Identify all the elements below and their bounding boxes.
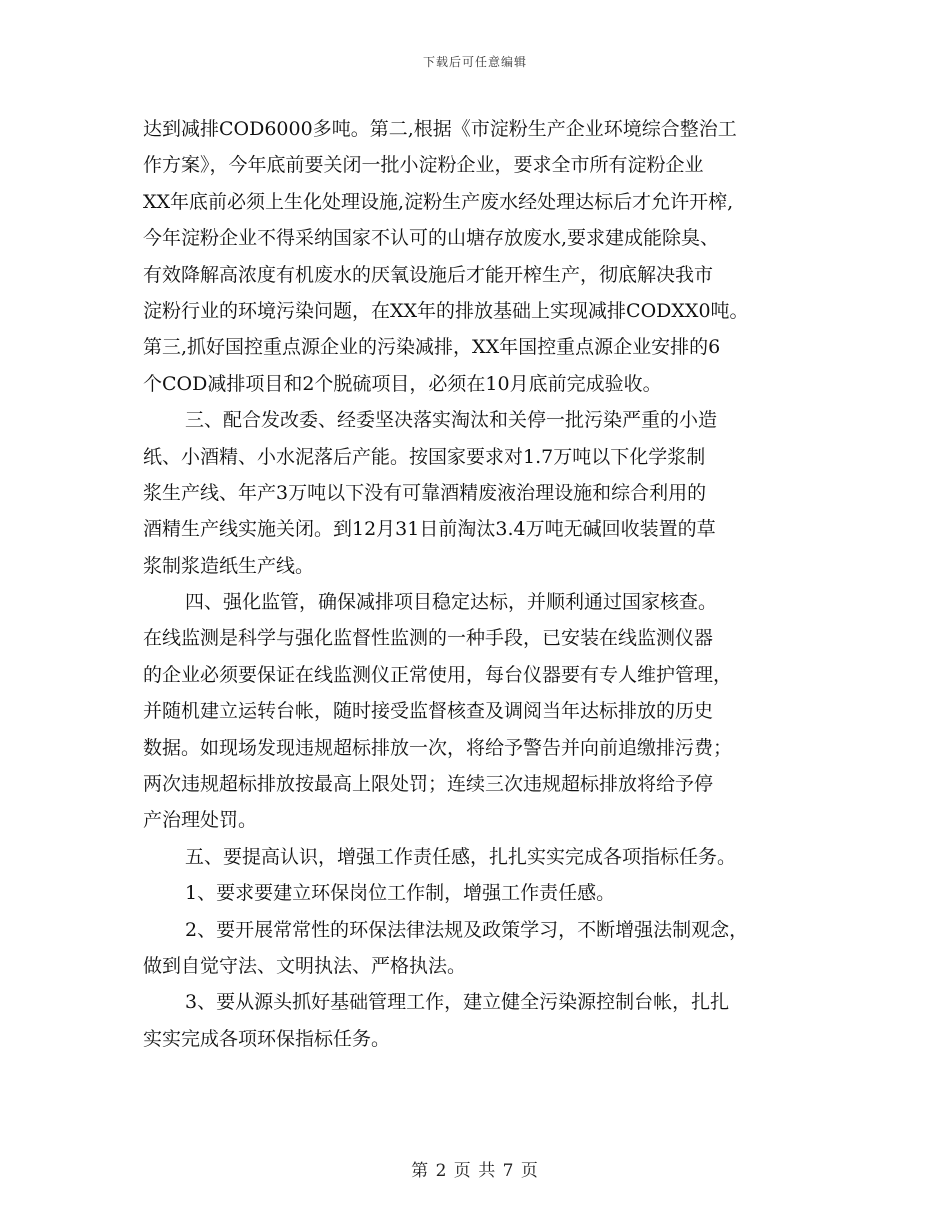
body-line: 并随机建立运转台帐，随时接受监督核查及调阅当年达标排放的历史 (143, 700, 714, 723)
body-line: 实实完成各项环保指标任务。 (143, 1027, 391, 1050)
document-body (143, 111, 818, 1057)
section-heading-4: 四、强化监管，确保减排项目稳定达标，并顺利通过国家核查。 (185, 591, 718, 614)
list-item-2: 2、要开展常常性的环保法律法规及政策学习，不断增强法制观念， (185, 918, 749, 941)
body-line: 作方案》，今年底前要关闭一批小淀粉企业，要求全市所有淀粉企业 (143, 154, 704, 177)
list-item-1: 1、要求要建立环保岗位工作制，增强工作责任感。 (185, 882, 616, 905)
body-line: 产治理处罚。 (143, 809, 258, 832)
body-line: 浆制浆造纸生产线。 (143, 554, 315, 577)
body-line: 的企业必须要保证在线监测仪正常使用，每台仪器要有专人维护管理， (143, 663, 733, 686)
body-line: 有效降解高浓度有机废水的厌氧设施后才能开榨生产，彻底解决我市 (143, 263, 714, 286)
section-heading-3: 三、配合发改委、经委坚决落实淘汰和关停一批污染严重的小造 (185, 409, 718, 432)
body-line: 纸、小酒精、小水泥落后产能。按国家要求对1.7万吨以下化学浆制 (143, 445, 706, 468)
body-line: XX年底前必须上生化处理设施,淀粉生产废水经处理达标后才允许开榨, (143, 190, 734, 213)
body-line: 今年淀粉企业不得采纳国家不认可的山塘存放废水,要求建成能除臭、 (143, 227, 720, 250)
body-line: 淀粉行业的环境污染问题，在XX年的排放基础上实现减排CODXX0吨。 (143, 299, 749, 322)
section-heading-5: 五、要提高认识，增强工作责任感，扎扎实实完成各项指标任务。 (185, 845, 737, 868)
body-line: 数据。如现场发现违规超标排放一次，将给予警告并向前追缴排污费； (143, 736, 733, 759)
body-line: 第三,抓好国控重点源企业的污染减排，XX年国控重点源企业安排的6 (143, 336, 721, 359)
body-line: 在线监测是科学与强化监督性监测的一种手段，已安装在线监测仪器 (143, 627, 714, 650)
body-line: 做到自觉守法、文明执法、严格执法。 (143, 954, 467, 977)
body-line: 酒精生产线实施关闭。到12月31日前淘汰3.4万吨无碱回收装置的草 (143, 518, 716, 541)
body-line: 达到减排COD6000多吨。第二,根据《市淀粉生产企业环境综合整治工 (143, 118, 737, 140)
body-line: 浆生产线、年产3万吨以下没有可靠酒精废液治理设施和综合利用的 (143, 481, 707, 504)
list-item-3: 3、要从源头抓好基础管理工作，建立健全污染源控制台帐，扎扎 (185, 991, 730, 1014)
page-number: 第 2 页 共 7 页 (411, 1161, 539, 1181)
body-line: 两次违规超标排放按最高上限处罚；连续三次违规超标排放将给予停 (143, 773, 714, 796)
page-header-note: 下载后可任意编辑 (422, 55, 527, 69)
body-line: 个COD减排项目和2个脱硫项目，必须在10月底前完成验收。 (143, 372, 662, 395)
